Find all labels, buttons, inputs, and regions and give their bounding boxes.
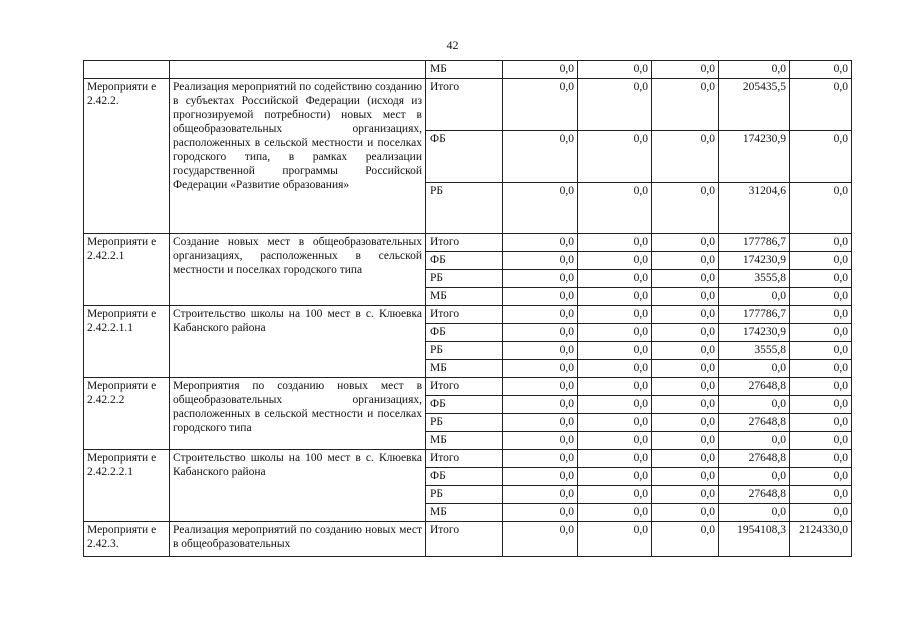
value-cell: 0,0: [503, 79, 578, 131]
value-cell: 0,0: [790, 504, 852, 522]
measure-description: Строительство школы на 100 мест в с. Клюевка Кабанского района: [170, 306, 426, 378]
value-cell: 0,0: [578, 131, 652, 183]
value-cell: 0,0: [578, 306, 652, 324]
table-row: [84, 61, 852, 79]
funding-source: ФБ: [426, 468, 503, 486]
value-cell: 0,0: [652, 270, 719, 288]
value-cell: 0,0: [652, 79, 719, 131]
value-cell: 0,0: [503, 522, 578, 557]
funding-source: РБ: [426, 183, 503, 234]
funding-source: РБ: [426, 270, 503, 288]
page-number: 42: [446, 38, 459, 52]
funding-source: Итого: [426, 450, 503, 468]
value-cell: 0,0: [503, 486, 578, 504]
value-cell: 0,0: [652, 61, 719, 79]
table-row: [84, 79, 852, 131]
value-cell: 0,0: [578, 396, 652, 414]
value-cell: 0,0: [503, 396, 578, 414]
value-cell: 0,0: [790, 324, 852, 342]
value-cell: 0,0: [790, 131, 852, 183]
value-cell: 3555,8: [719, 342, 790, 360]
budget-table: [83, 60, 852, 557]
value-cell: 0,0: [652, 324, 719, 342]
value-cell: 0,0: [719, 360, 790, 378]
measure-label: Мероприяти е 2.42.3.: [84, 522, 170, 557]
value-cell: 0,0: [578, 450, 652, 468]
funding-source: ФБ: [426, 252, 503, 270]
value-cell: 174230,9: [719, 324, 790, 342]
value-cell: 0,0: [578, 432, 652, 450]
value-cell: 0,0: [790, 486, 852, 504]
table-row: [84, 522, 852, 557]
value-cell: 0,0: [578, 79, 652, 131]
value-cell: 0,0: [790, 414, 852, 432]
value-cell: 0,0: [652, 252, 719, 270]
value-cell: 0,0: [790, 306, 852, 324]
value-cell: 0,0: [578, 288, 652, 306]
measure-label: Мероприяти е 2.42.2.1: [84, 234, 170, 306]
value-cell: 0,0: [719, 61, 790, 79]
value-cell: 27648,8: [719, 450, 790, 468]
value-cell: 0,0: [578, 342, 652, 360]
value-cell: 0,0: [652, 306, 719, 324]
value-cell: 0,0: [790, 342, 852, 360]
value-cell: 0,0: [719, 468, 790, 486]
value-cell: 0,0: [652, 183, 719, 234]
value-cell: 174230,9: [719, 131, 790, 183]
table-row: [84, 378, 852, 396]
value-cell: 0,0: [578, 468, 652, 486]
measure-label: Мероприяти е 2.42.2.2.1: [84, 450, 170, 522]
value-cell: 0,0: [503, 270, 578, 288]
value-cell: 0,0: [503, 360, 578, 378]
value-cell: 27648,8: [719, 414, 790, 432]
funding-source: Итого: [426, 79, 503, 131]
value-cell: 0,0: [503, 234, 578, 252]
measure-description: Реализация мероприятий по содействию созданию в субъектах Российской Федерации (исходя из прогнозируемой потребности) новых мест в общеобразовательных организациях, расположенных в сельской местности и поселках городского типа, в рамках реализации государственной программы Российской Федерации «Развитие образования»: [170, 79, 426, 234]
measure-description: Создание новых мест в общеобразовательных организациях, расположенных в сельской местности и поселках городского типа: [170, 234, 426, 306]
value-cell: 27648,8: [719, 486, 790, 504]
funding-source: ФБ: [426, 131, 503, 183]
measure-description: Мероприятия по созданию новых мест в общеобразовательных организациях, расположенных в сельской местности и поселках городского типа: [170, 378, 426, 450]
value-cell: 0,0: [719, 432, 790, 450]
value-cell: 0,0: [790, 468, 852, 486]
value-cell: 0,0: [503, 378, 578, 396]
value-cell: 0,0: [719, 396, 790, 414]
value-cell: 205435,5: [719, 79, 790, 131]
measure-description: Реализация мероприятий по созданию новых мест в общеобразовательных: [170, 522, 426, 557]
table-row: [84, 450, 852, 468]
funding-source: Итого: [426, 306, 503, 324]
value-cell: 0,0: [503, 252, 578, 270]
funding-source: МБ: [426, 432, 503, 450]
value-cell: 0,0: [503, 432, 578, 450]
value-cell: 0,0: [790, 378, 852, 396]
measure-label: Мероприяти е 2.42.2.1.1: [84, 306, 170, 378]
value-cell: 0,0: [578, 414, 652, 432]
measure-label-cell: [84, 61, 170, 79]
value-cell: 0,0: [652, 414, 719, 432]
value-cell: 0,0: [578, 324, 652, 342]
value-cell: 0,0: [578, 252, 652, 270]
value-cell: 0,0: [578, 360, 652, 378]
measure-label: Мероприяти е 2.42.2.: [84, 79, 170, 234]
measure-description-cell: [170, 61, 426, 79]
value-cell: 0,0: [790, 61, 852, 79]
value-cell: 0,0: [652, 396, 719, 414]
value-cell: 1954108,3: [719, 522, 790, 557]
value-cell: 0,0: [503, 342, 578, 360]
value-cell: 177786,7: [719, 234, 790, 252]
value-cell: 0,0: [790, 360, 852, 378]
funding-source: МБ: [426, 504, 503, 522]
value-cell: 0,0: [578, 270, 652, 288]
value-cell: 0,0: [790, 396, 852, 414]
value-cell: 0,0: [503, 183, 578, 234]
funding-source: РБ: [426, 342, 503, 360]
value-cell: 0,0: [652, 468, 719, 486]
value-cell: 0,0: [578, 183, 652, 234]
value-cell: 0,0: [652, 131, 719, 183]
table-row: [84, 234, 852, 252]
value-cell: 0,0: [790, 270, 852, 288]
value-cell: 0,0: [790, 234, 852, 252]
funding-source: РБ: [426, 486, 503, 504]
funding-source: МБ: [426, 360, 503, 378]
value-cell: 0,0: [652, 450, 719, 468]
value-cell: 0,0: [652, 360, 719, 378]
value-cell: 0,0: [652, 504, 719, 522]
funding-source: ФБ: [426, 396, 503, 414]
value-cell: 0,0: [652, 522, 719, 557]
value-cell: 0,0: [578, 504, 652, 522]
value-cell: 0,0: [503, 450, 578, 468]
value-cell: 0,0: [790, 432, 852, 450]
value-cell: 0,0: [652, 342, 719, 360]
value-cell: 31204,6: [719, 183, 790, 234]
value-cell: 0,0: [578, 61, 652, 79]
measure-description: Строительство школы на 100 мест в с. Клюевка Кабанского района: [170, 450, 426, 522]
value-cell: 0,0: [719, 288, 790, 306]
value-cell: 0,0: [790, 288, 852, 306]
value-cell: 0,0: [719, 504, 790, 522]
funding-source: МБ: [426, 61, 503, 79]
table-row: [84, 306, 852, 324]
value-cell: 2124330,0: [790, 522, 852, 557]
value-cell: 3555,8: [719, 270, 790, 288]
value-cell: 0,0: [790, 183, 852, 234]
value-cell: 0,0: [790, 450, 852, 468]
value-cell: 0,0: [578, 234, 652, 252]
value-cell: 0,0: [790, 79, 852, 131]
funding-source: МБ: [426, 288, 503, 306]
value-cell: 0,0: [503, 504, 578, 522]
value-cell: 0,0: [503, 131, 578, 183]
value-cell: 0,0: [578, 378, 652, 396]
value-cell: 0,0: [503, 288, 578, 306]
value-cell: 0,0: [652, 432, 719, 450]
value-cell: 0,0: [503, 61, 578, 79]
funding-source: Итого: [426, 378, 503, 396]
value-cell: 27648,8: [719, 378, 790, 396]
value-cell: 0,0: [503, 324, 578, 342]
value-cell: 0,0: [652, 486, 719, 504]
funding-source: ФБ: [426, 324, 503, 342]
value-cell: 0,0: [790, 252, 852, 270]
value-cell: 0,0: [652, 378, 719, 396]
value-cell: 0,0: [578, 486, 652, 504]
value-cell: 0,0: [578, 522, 652, 557]
measure-label: Мероприяти е 2.42.2.2: [84, 378, 170, 450]
funding-source: Итого: [426, 522, 503, 557]
value-cell: 0,0: [652, 234, 719, 252]
value-cell: 0,0: [503, 468, 578, 486]
funding-source: РБ: [426, 414, 503, 432]
value-cell: 177786,7: [719, 306, 790, 324]
value-cell: 0,0: [652, 288, 719, 306]
value-cell: 174230,9: [719, 252, 790, 270]
value-cell: 0,0: [503, 306, 578, 324]
funding-source: Итого: [426, 234, 503, 252]
value-cell: 0,0: [503, 414, 578, 432]
